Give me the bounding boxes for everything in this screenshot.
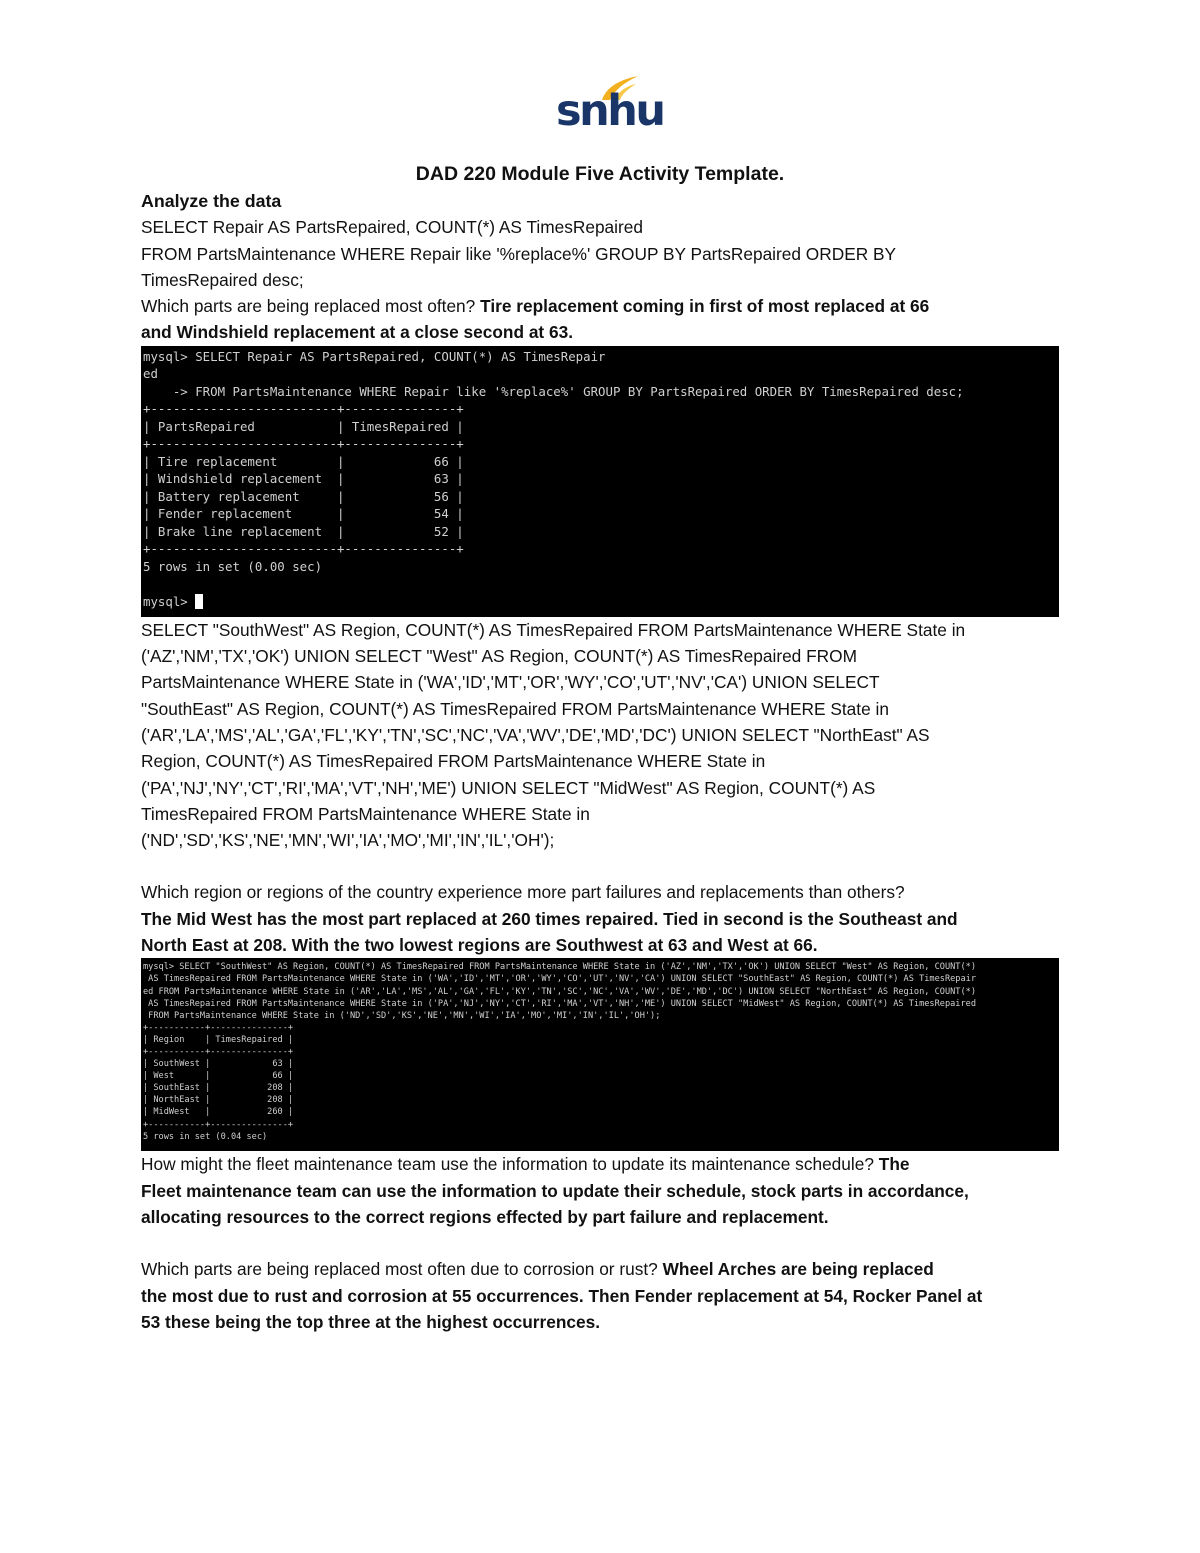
- terminal-prompt: mysql>: [143, 593, 196, 609]
- query-line: PartsMaintenance WHERE State in ('WA','ID','MT','OR','WY','CO','UT','NV','CA') UNION SELECT: [141, 672, 880, 693]
- snhu-logo: [556, 74, 664, 136]
- terminal-line: FROM PartsMaintenance WHERE State in ('ND','SD','KS','NE','MN','WI','IA','MO','MI','IN','IL','OH');: [143, 1010, 661, 1021]
- query-line: SELECT Repair AS PartsRepaired, COUNT(*) AS TimesRepaired: [141, 217, 643, 238]
- terminal-line: -> FROM PartsMaintenance WHERE Repair like '%replace%' GROUP BY PartsRepaired ORDER BY TimesRepaired desc;: [143, 383, 964, 399]
- query-line: SELECT "SouthWest" AS Region, COUNT(*) AS TimesRepaired FROM PartsMaintenance WHERE State in: [141, 619, 966, 640]
- terminal-line: +-------------------------+---------------+: [143, 541, 464, 557]
- terminal-line: +-------------------------+---------------+: [143, 401, 464, 417]
- terminal-prompt-line: [143, 593, 1059, 611]
- terminal-line: AS TimesRepaired FROM PartsMaintenance WHERE State in ('PA','NJ','NY','CT','RI','MA','VT','NH','ME') UNION SELECT "MidWest" AS Region, COUNT(*) AS TimesRepaired: [143, 998, 976, 1009]
- query-line: ('ND','SD','KS','NE','MN','WI','IA','MO','MI','IN','IL','OH');: [141, 830, 555, 851]
- terminal-line: | NorthEast | 208 |: [143, 1095, 294, 1106]
- terminal-line: | Tire replacement | 66 |: [143, 453, 464, 469]
- query-line: FROM PartsMaintenance WHERE Repair like '%replace%' GROUP BY PartsRepaired ORDER BY: [141, 243, 897, 264]
- answer-text: Wheel Arches are being replaced: [662, 1259, 934, 1280]
- terminal-line: | West | 66 |: [143, 1071, 294, 1082]
- section-heading: Analyze the data: [141, 191, 282, 211]
- answer-line: 53 these being the top three at the highest occurrences.: [141, 1311, 601, 1332]
- terminal-line: | SouthWest | 63 |: [143, 1059, 294, 1070]
- query-line: "SouthEast" AS Region, COUNT(*) AS TimesRepaired FROM PartsMaintenance WHERE State in: [141, 698, 889, 719]
- answer-text: The: [878, 1154, 910, 1175]
- logo-wordmark: snhu: [556, 86, 664, 136]
- terminal-line: | PartsRepaired | TimesRepaired |: [143, 418, 464, 434]
- answer-line: Fleet maintenance team can use the information to update their schedule, stock parts in accordance,: [141, 1180, 969, 1201]
- answer-line: North East at 208. With the two lowest regions are Southwest at 63 and West at 66.: [141, 935, 818, 956]
- answer-line: and Windshield replacement at a close second at 63.: [141, 322, 574, 343]
- terminal-screenshot-2: [141, 958, 1059, 1151]
- terminal-line: +-----------+---------------+: [143, 1119, 294, 1130]
- query-line: Region, COUNT(*) AS TimesRepaired FROM PartsMaintenance WHERE State in: [141, 751, 766, 772]
- answer-line: The Mid West has the most part replaced at 260 times repaired. Tied in second is the Southeast and: [141, 908, 958, 929]
- terminal-line: mysql> SELECT "SouthWest" AS Region, COUNT(*) AS TimesRepaired FROM PartsMaintenance WHERE State in ('AZ','NM','TX','OK') UNION SELECT "West" AS Region, COUNT(*): [143, 962, 976, 973]
- terminal-line: | SouthEast | 208 |: [143, 1083, 294, 1094]
- terminal-line: +-----------+---------------+: [143, 1022, 294, 1033]
- spacer: [141, 1230, 1059, 1256]
- answer-line: allocating resources to the correct regions effected by part failure and replacement.: [141, 1206, 829, 1227]
- question-3: [141, 1151, 1059, 1177]
- query-line: ('PA','NJ','NY','CT','RI','MA','VT','NH','ME') UNION SELECT "MidWest" AS Region, COUNT(*) AS: [141, 777, 876, 798]
- query-line: ('AZ','NM','TX','OK') UNION SELECT "West" AS Region, COUNT(*) AS TimesRepaired FROM: [141, 646, 857, 667]
- terminal-line: +-------------------------+---------------+: [143, 436, 464, 452]
- terminal-line: AS TimesRepaired FROM PartsMaintenance WHERE State in ('WA','ID','MT','OR','WY','CO','UT','NV','CA') UNION SELECT "SouthEast" AS Region, COUNT(*) AS TimesRepair: [143, 974, 976, 985]
- document-body: [141, 160, 1059, 1335]
- answer-text: Tire replacement coming in first of most replaced at 66: [480, 296, 930, 317]
- query-line: TimesRepaired desc;: [141, 269, 304, 290]
- terminal-line: +-----------+---------------+: [143, 1047, 294, 1057]
- terminal-line: | Windshield replacement | 63 |: [143, 471, 464, 487]
- terminal-line: | Battery replacement | 56 |: [143, 488, 464, 504]
- terminal-line: | Fender replacement | 54 |: [143, 506, 464, 522]
- terminal-line: mysql> SELECT Repair AS PartsRepaired, COUNT(*) AS TimesRepair: [143, 348, 606, 364]
- terminal-line: ed FROM PartsMaintenance WHERE State in ('AR','LA','MS','AL','GA','FL','KY','TN','SC','NC','VA','WV','DE','MD','DC') UNION SELECT "NorthEast" AS Region, COUNT(*): [143, 986, 976, 997]
- terminal-line: [143, 575, 1059, 593]
- question-4: [141, 1256, 1059, 1282]
- terminal-line: 5 rows in set (0.04 sec): [143, 1131, 268, 1142]
- query-line: ('AR','LA','MS','AL','GA','FL','KY','TN','SC','NC','VA','WV','DE','MD','DC') UNION SELECT "NorthEast" AS: [141, 724, 930, 745]
- question-1: [141, 293, 1059, 319]
- terminal-line: 5 rows in set (0.00 sec): [143, 558, 323, 574]
- question-text: Which parts are being replaced most often?: [141, 296, 476, 317]
- terminal-line: | MidWest | 260 |: [143, 1107, 294, 1118]
- cursor-icon: [195, 594, 203, 609]
- terminal-line: | Region | TimesRepaired |: [143, 1034, 294, 1045]
- answer-line: the most due to rust and corrosion at 55 occurrences. Then Fender replacement at 54, Rocker Panel at: [141, 1285, 983, 1306]
- query-2: [141, 617, 1059, 854]
- terminal-line: ed: [143, 366, 158, 382]
- query-line: TimesRepaired FROM PartsMaintenance WHERE State in: [141, 803, 590, 824]
- terminal-screenshot-1: [141, 346, 1059, 617]
- query-1: [141, 214, 1059, 293]
- question-text: How might the fleet maintenance team use the information to update its maintenance schedule?: [141, 1154, 874, 1175]
- spacer: [141, 853, 1059, 879]
- document-title: DAD 220 Module Five Activity Template.: [415, 163, 785, 185]
- terminal-line: | Brake line replacement | 52 |: [143, 523, 464, 539]
- question-text: Which parts are being replaced most often due to corrosion or rust?: [141, 1259, 658, 1280]
- question-2: Which region or regions of the country experience more part failures and replacements than others?: [141, 882, 905, 903]
